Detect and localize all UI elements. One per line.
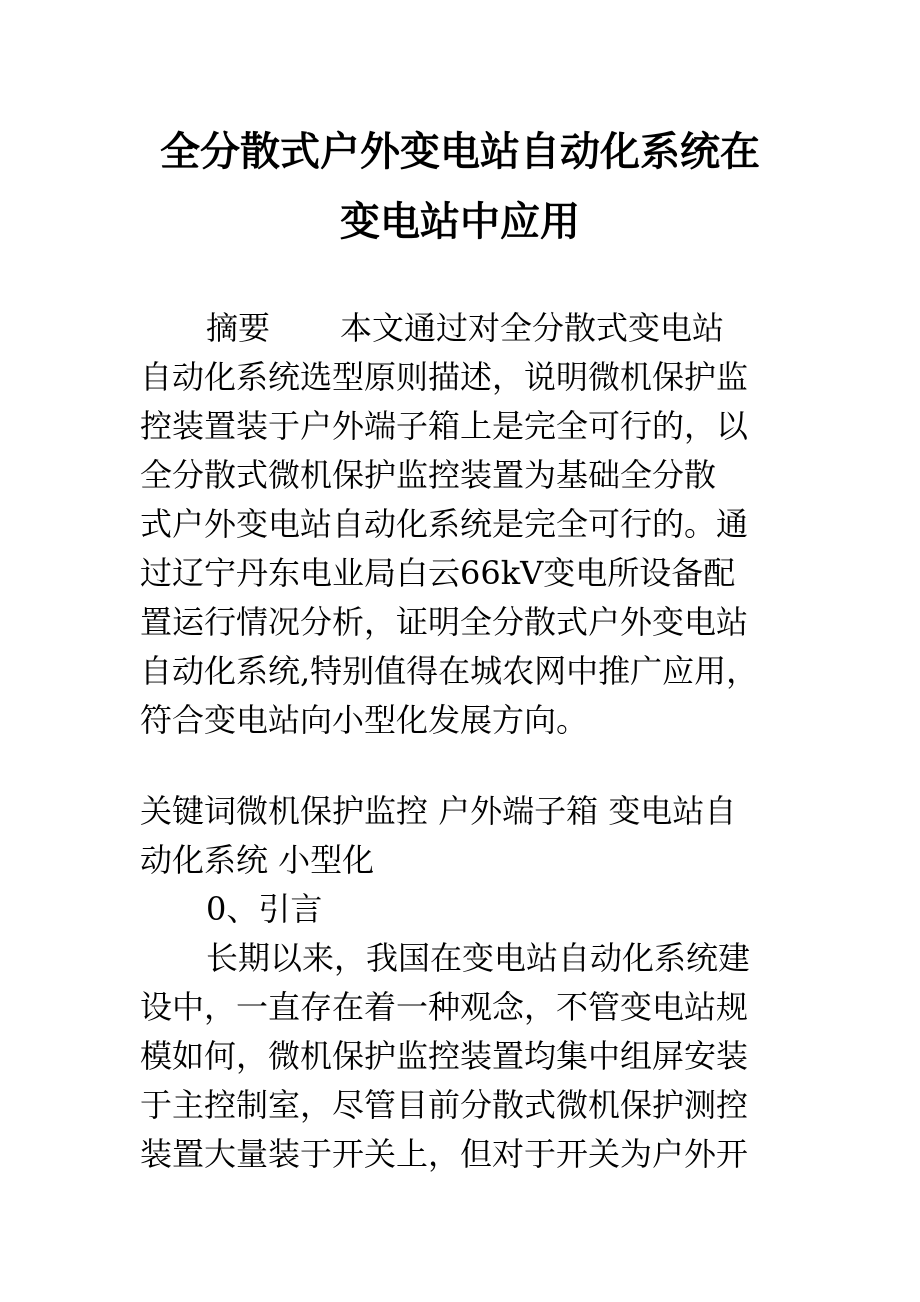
abstract-line: 本文通过对全分散式变电站 [340, 309, 725, 347]
keywords-line-1: 关键词微机保护监控 户外端子箱 变电站自 [140, 792, 737, 830]
intro-line: 装置大量装于开关上，但对于开关为户外开 [140, 1135, 749, 1173]
abstract-line: 全分散式微机保护监控装置为基础全分散 [140, 456, 717, 494]
abstract-line: 自动化系统,特别值得在城农网中推广应用， [140, 652, 759, 690]
abstract-line: 过辽宁丹东电业局白云66kV变电所设备配 [140, 554, 736, 592]
abstract-line: 式户外变电站自动化系统是完全可行的。通 [140, 505, 749, 543]
abstract-line: 控装置装于户外端子箱上是完全可行的，以 [140, 407, 749, 445]
abstract-line: 自动化系统选型原则描述，说明微机保护监 [140, 358, 749, 396]
intro-line: 长期以来，我国在变电站自动化系统建 [206, 939, 751, 977]
abstract-line: 符合变电站向小型化发展方向。 [140, 701, 589, 739]
abstract-first-line [140, 305, 724, 351]
keywords-line-2: 动化系统 小型化 [140, 841, 375, 879]
abstract-line: 置运行情况分析，证明全分散式户外变电站 [140, 603, 749, 641]
intro-line: 设中，一直存在着一种观念，不管变电站规 [140, 988, 749, 1026]
intro-line: 模如何，微机保护监控装置均集中组屏安装 [140, 1037, 749, 1075]
abstract-label: 摘要 [206, 309, 271, 347]
section-heading: 0、引言 [206, 890, 323, 928]
intro-line: 于主控制室，尽管目前分散式微机保护测控 [140, 1086, 749, 1124]
document-title-line-1: 全分散式户外变电站自动化系统在 [160, 129, 760, 175]
document-title-line-2: 变电站中应用 [340, 199, 580, 245]
